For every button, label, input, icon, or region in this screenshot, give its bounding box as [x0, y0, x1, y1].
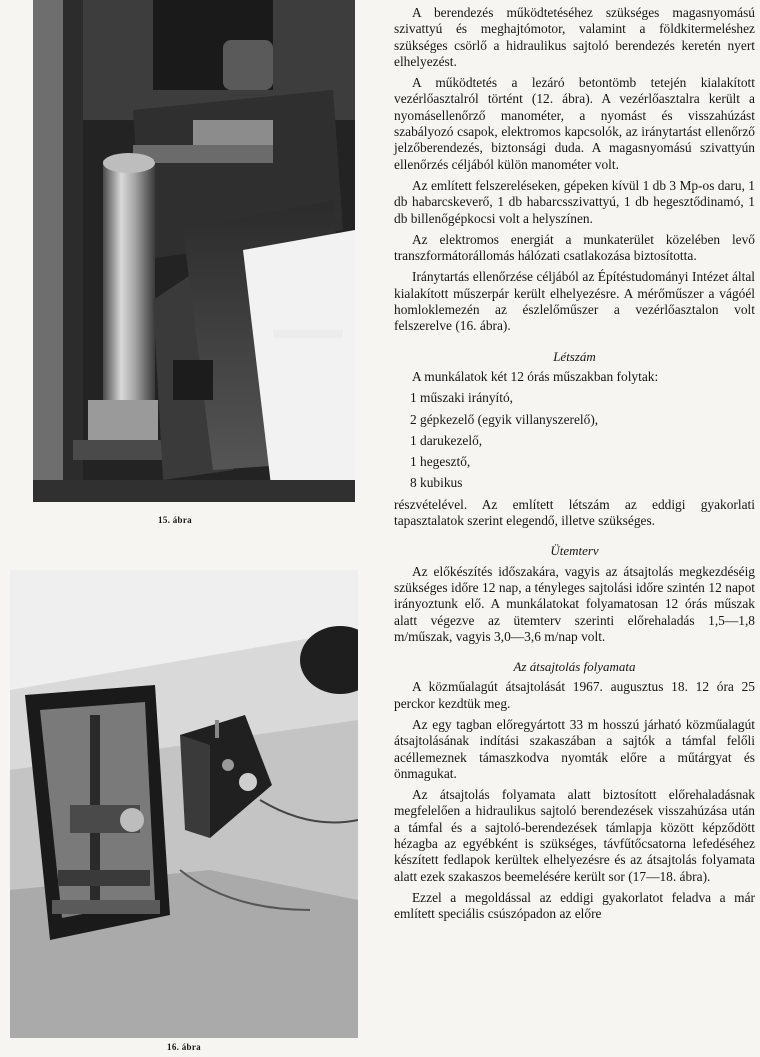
- list-item: 1 hegesztő,: [410, 454, 471, 470]
- folyamat-paragraph-1: A közműalagút átsajtolását 1967. augusztus 18. 12 óra 25 perckor kezdtük meg.: [394, 679, 755, 711]
- intro-paragraph-4: Az elektromos energiát a munkaterület közelében levő transzformátorállomás hálózati csatlakozása biztosította.: [394, 231, 755, 264]
- photo-measuring-instruments-icon: [10, 570, 358, 1038]
- letszam-intro: A munkálatok két 12 órás műszakban folytak:: [412, 368, 659, 384]
- text-column: [394, 5, 755, 928]
- letszam-outro: részvételével. Az említett létszám az eddigi gyakorlati tapasztalatok szerint elegendő, illetve szükséges.: [394, 496, 755, 529]
- photo-vertical-pipe-and-hydraulic-equipment-icon: [33, 0, 355, 502]
- heading-utemterv: Ütemterv: [550, 543, 599, 559]
- figure-15-photo: [33, 0, 355, 502]
- utemterv-paragraph: Az előkészítés időszakára, vagyis az átsajtolás megkezdéséig szükséges időre 12 nap, a tényleges sajtolási időre szintén 12 napot irányoztunk elő. A munkálatokat folyamatosan 12 órás műszak alatt végezve az ütemterv szerinti előrehaladás 1,5—1,8 m/műszak, vagyis 3,0—3,6 m/nap volt.: [394, 563, 755, 644]
- figure-15-caption: 15. ábra: [158, 515, 192, 525]
- figure-16-photo: [10, 570, 358, 1038]
- intro-paragraph-5: Iránytartás ellenőrzése céljából az Építéstudományi Intézet által kialakított műszerpár került elhelyezésre. A mérőműszer a vágóél homloklemezén az észlelőműszer a vezérlőasztalon volt felszerelve (16. ábra).: [394, 269, 755, 334]
- list-item: 1 darukezelő,: [410, 432, 483, 448]
- folyamat-paragraph-3: Az átsajtolás folyamata alatt biztosított előrehaladásnak megfelelően a hidraulikus sajtoló berendezések visszahúzása után a támfal és a sajtoló-berendezések támlapja között képződött hézagba az egyébként is szükséges, távfűtőcsatorna lefedéséhez készített fedlapok kerültek elhelyezésre és az átsajtolás folyamata alatt ezek szakaszos beemelésére került sor (17—18. ábra).: [394, 787, 755, 884]
- intro-paragraph-1: A berendezés működtetéséhez szükséges magasnyomású szivattyú és meghajtómotor, valamint a földkitermeléshez szükséges csörlő a hidraulikus sajtoló berendezés keretén nyert elhelyezést.: [394, 5, 755, 69]
- heading-letszam: Létszám: [553, 348, 596, 364]
- staff-list: [394, 390, 755, 491]
- list-item: 1 műszaki irányító,: [410, 390, 514, 406]
- heading-folyamat: Az átsajtolás folyamata: [513, 659, 636, 675]
- folyamat-paragraph-2: Az egy tagban előregyártott 33 m hosszú járható közműalagút átsajtolásának indítási szakaszában a sajtók a támfal felőli acéllemeznek támaszkodva nyomták előre a műtárgyat és önmagukat.: [394, 716, 755, 781]
- figure-16-caption: 16. ábra: [167, 1042, 201, 1052]
- intro-paragraph-2: A működtetés a lezáró betontömb tetején kialakított vezérlőasztalról történt (12. ábra). A vezérlőasztalra került a nyomásellenőrző manométer, a nyomást és visszahúzást szabályozó csapok, elektromos kapcsolók, az iránytartást ellenőrző jelzőberendezés, biztonsági duda. A magasnyomású szivattyún ellenőrzés céljából külön manométer volt.: [394, 75, 755, 172]
- intro-paragraph-3: Az említett felszereléseken, gépeken kívül 1 db 3 Mp-os daru, 1 db habarcskeverő, 1 db habarcsszivattyú, 1 db hegesztődinamó, 1 db billenőgépkocsi volt a helyszínen.: [394, 177, 755, 226]
- list-item: 2 gépkezelő (egyik villanyszerelő),: [410, 411, 599, 427]
- folyamat-paragraph-4: Ezzel a megoldással az eddigi gyakorlatot feladva a már említett speciális csúszópadon az előre: [394, 889, 755, 922]
- list-item: 8 kubikus: [410, 475, 463, 491]
